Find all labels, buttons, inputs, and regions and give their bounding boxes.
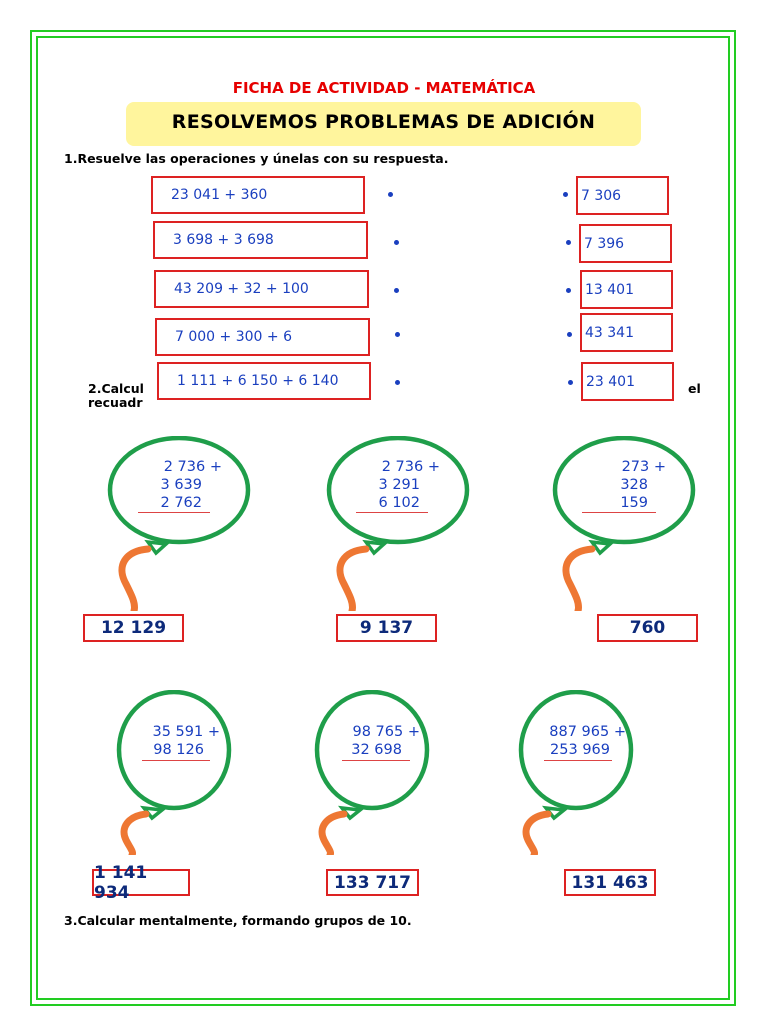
match-dot-left[interactable] — [395, 332, 400, 337]
section2-instruction-end: el — [688, 381, 701, 396]
addend: 3 639 — [160, 477, 202, 493]
match-dot-right[interactable] — [566, 240, 571, 245]
answer-box[interactable]: 131 463 — [564, 869, 656, 896]
addend: 32 698 — [351, 742, 402, 758]
answer-box[interactable]: 760 — [597, 614, 698, 642]
operation-box[interactable]: 43 209 + 32 + 100 — [154, 270, 369, 308]
addend: 253 969 — [550, 742, 610, 758]
answer-box[interactable]: 133 717 — [326, 869, 419, 896]
section2-instruction-part2: recuadr — [88, 395, 143, 410]
answer-box[interactable]: 1 141 934 — [92, 869, 190, 896]
section3-instruction: 3.Calcular mentalmente, formando grupos de 10. — [64, 913, 412, 928]
worksheet-subtitle: FICHA DE ACTIVIDAD - MATEMÁTICA — [232, 79, 536, 97]
operation-box[interactable]: 3 698 + 3 698 — [153, 221, 368, 259]
addend: 3 291 — [378, 477, 420, 493]
addend: 887 965 + — [549, 724, 626, 740]
sum-line — [544, 760, 612, 761]
operation-box[interactable]: 1 111 + 6 150 + 6 140 — [157, 362, 371, 400]
match-dot-right[interactable] — [568, 380, 573, 385]
addend: 2 762 — [160, 495, 202, 511]
addend: 35 591 + — [152, 724, 220, 740]
operation-box[interactable]: 23 041 + 360 — [151, 176, 365, 214]
match-dot-right[interactable] — [563, 192, 568, 197]
answer-box[interactable]: 12 129 — [83, 614, 184, 642]
addend: 98 765 + — [352, 724, 420, 740]
sum-line — [342, 760, 410, 761]
operation-box[interactable]: 7 000 + 300 + 6 — [155, 318, 370, 356]
answer-box[interactable]: 9 137 — [336, 614, 437, 642]
balloon-icon — [308, 690, 438, 855]
addend: 159 — [620, 495, 648, 511]
result-box[interactable]: 23 401 — [581, 362, 674, 401]
result-box[interactable]: 43 341 — [580, 313, 673, 352]
addend: 273 + — [621, 459, 666, 475]
addend: 98 126 — [153, 742, 204, 758]
title-banner — [126, 102, 641, 146]
section1-instruction: 1.Resuelve las operaciones y únelas con su respuesta. — [64, 151, 449, 166]
addend: 2 736 + — [163, 459, 222, 475]
match-dot-left[interactable] — [395, 380, 400, 385]
sum-line — [138, 512, 210, 513]
section2-instruction-part1: 2.Calcul — [88, 381, 144, 396]
match-dot-left[interactable] — [394, 240, 399, 245]
addend: 328 — [620, 477, 648, 493]
balloon-icon — [512, 690, 642, 855]
sum-line — [356, 512, 428, 513]
result-box[interactable]: 13 401 — [580, 270, 673, 309]
sum-line — [582, 512, 656, 513]
match-dot-right[interactable] — [567, 332, 572, 337]
addend: 2 736 + — [381, 459, 440, 475]
match-dot-left[interactable] — [394, 288, 399, 293]
worksheet-title: RESOLVEMOS PROBLEMAS DE ADICIÓN — [171, 111, 596, 133]
sum-line — [142, 760, 210, 761]
result-box[interactable]: 7 306 — [576, 176, 669, 215]
match-dot-right[interactable] — [566, 288, 571, 293]
balloon-icon — [110, 690, 240, 855]
addend: 6 102 — [378, 495, 420, 511]
match-dot-left[interactable] — [388, 192, 393, 197]
result-box[interactable]: 7 396 — [579, 224, 672, 263]
